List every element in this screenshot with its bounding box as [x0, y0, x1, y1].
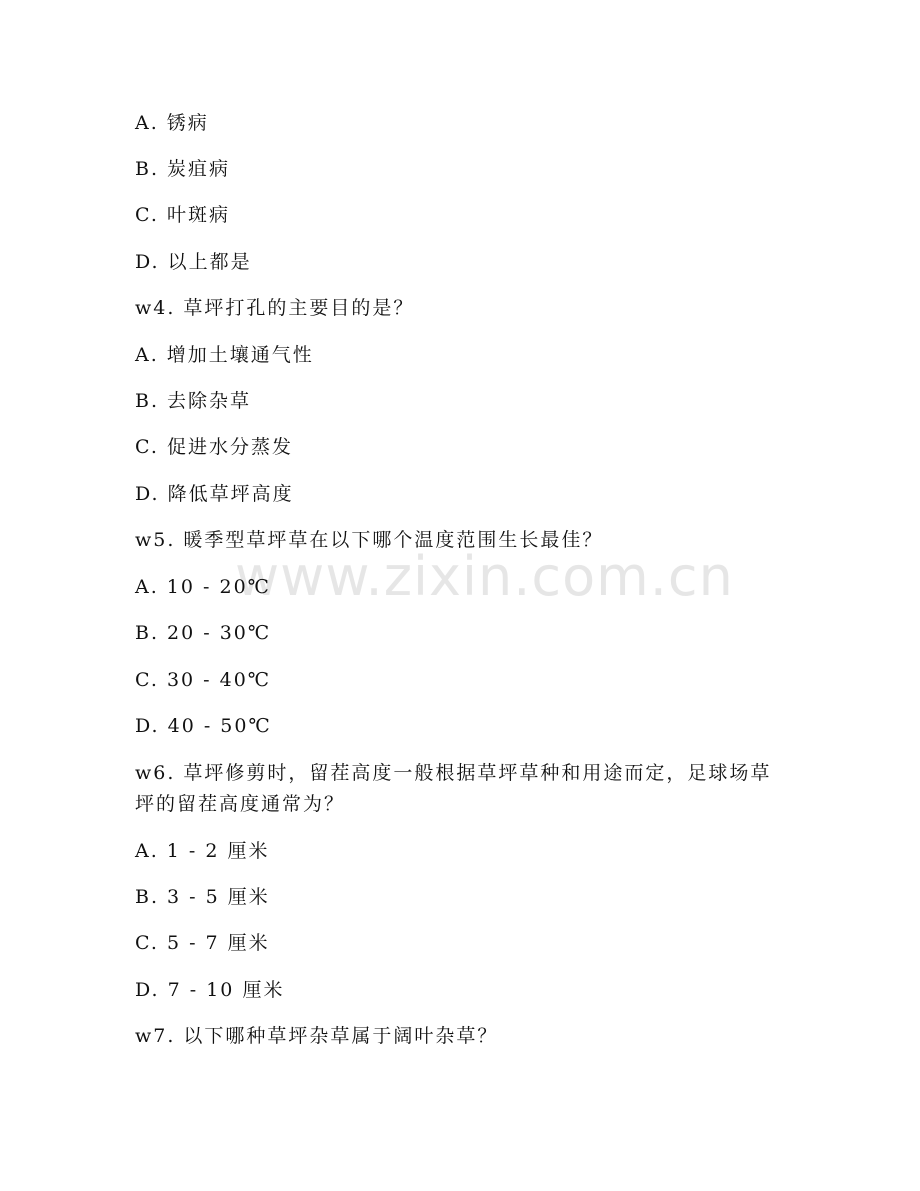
question-w4: w4. 草坪打孔的主要目的是？: [135, 297, 415, 319]
option-a-w5: A. 10 - 20℃: [135, 576, 271, 598]
option-d-w4: D. 降低草坪高度: [135, 483, 294, 505]
question-w5: w5. 暖季型草坪草在以下哪个温度范围生长最佳？: [135, 529, 604, 551]
watermark: www.zixin.com.cn: [235, 545, 734, 608]
option-b-w6: B. 3 - 5 厘米: [135, 886, 270, 908]
option-c-w5: C. 30 - 40℃: [135, 669, 272, 691]
option-c-w6: C. 5 - 7 厘米: [135, 932, 270, 954]
option-d-w6: D. 7 - 10 厘米: [135, 979, 285, 1001]
question-w6: w6. 草坪修剪时，留茬高度一般根据草坪草种和用途而定，足球场草: [135, 762, 772, 784]
option-a-w6: A. 1 - 2 厘米: [135, 840, 270, 862]
option-c-q3: C. 叶斑病: [135, 204, 230, 226]
option-a-w4: A. 增加土壤通气性: [135, 344, 314, 366]
option-d-q3: D. 以上都是: [135, 251, 252, 273]
option-b-w5: B. 20 - 30℃: [135, 622, 272, 644]
question-w6-continued: 坪的留茬高度通常为？: [135, 793, 346, 815]
option-b-q3: B. 炭疽病: [135, 158, 231, 180]
option-b-w4: B. 去除杂草: [135, 390, 252, 412]
option-a-q3: A. 锈病: [135, 112, 209, 134]
option-d-w5: D. 40 - 50℃: [135, 715, 272, 737]
question-w7: w7. 以下哪种草坪杂草属于阔叶杂草？: [135, 1025, 499, 1047]
option-c-w4: C. 促进水分蒸发: [135, 436, 293, 458]
